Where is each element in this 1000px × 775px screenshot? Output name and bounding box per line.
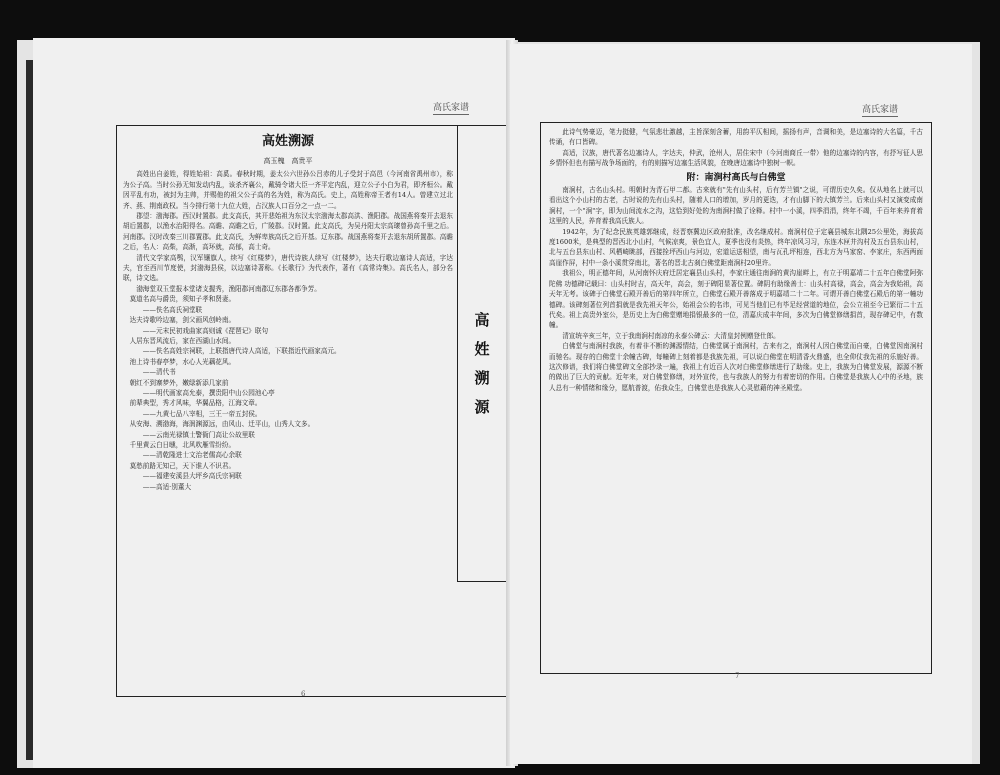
poem-line: 达夫诗歌吟边塞，剑父画风创岭南。 — [129, 316, 236, 325]
poem-attribution: ——云南光禄镇士警衙门高让公故里联 — [142, 430, 255, 439]
poem-attribution: ——佚名高姓宗祠联，上联指唐代诗人高适，下联指近代画家高元。 — [142, 347, 341, 356]
paragraph: 渤海堂双玉堂报本堂诸支握秀，渔阳郡河南郡辽东郡各都争芳。 — [136, 284, 321, 293]
left-column — [123, 130, 453, 690]
right-text-frame — [540, 122, 932, 674]
poem-attribution: ——九黄七品八宰相，三王一帝五封侯。 — [142, 409, 262, 418]
poem-line: 前辈典型，秀才风味，华翼品格，江海文章。 — [129, 399, 262, 408]
article-authors: 高玉槐 高贵平 — [263, 157, 313, 165]
paragraph: 此诗气势豪迈，笔力挺健，气氛悲壮激越，主旨深刻含蓄，用韵平仄相间，摇扬有声，音调和美，是边塞诗的大名篇，千古传诵，有口皆碑。 — [549, 128, 923, 147]
running-head-right: 高氏家谱 — [862, 102, 898, 117]
column-divider — [457, 126, 458, 581]
vertical-title-char: 姓 — [474, 340, 490, 358]
running-head-left: 高氏家谱 — [433, 100, 469, 115]
poem-attribution: ——高适·别董大 — [142, 482, 192, 491]
paragraph: 南涧村，古名山头村。明朝时为青石甲二都。古来就有"先有山头村，后有芳兰镇"之说，可谓历史久矣。仅从地名上就可以看出这个小山村的古老，古时说的先有山头村，随着人口的增加，岁月的更迭，才有山脚下的大镇芳兰。后来山头村又演变成南涧村，一个"涧"字，即为山间流水之沟，这恰到好处的为南涧村做了诠释。村中一小溪，四季涓涓，终年不竭，千百年来养育着这里的人民，养育着我高氏族人。 — [549, 186, 923, 226]
poem-attribution: ——福建安溪县大坪乡高氏宗祠联 — [142, 472, 242, 481]
vertical-title-char: 溯 — [474, 369, 490, 387]
poem-line: 莫愁前路无知己，天下谁人不识君。 — [129, 461, 236, 470]
paragraph: 1942年，为了纪念民族英雄郭继成，经晋察冀边区政府批准，改名继成村。南涧村位于定襄县城东北隅25公里处，海拔高度1600米，是典型的晋西北小山村，气候凉爽，景色宜人，夏季也没有炎热，终年凉风习习，东连木匣井沟村及五台县东山村，北与五台县东山村、风栖崎眺部，西接拴坪西山与河边，宏道运送相望，南与瓦孔坪相连，西北方为马家窑、李家庄，东西两面高崖作屏，村中一条小溪贯穿南北，著名的晋北古刹白佛堂距南涧村20里许。 — [549, 227, 923, 267]
poem-line: 池上诗书春亭梦，水心人光藕花风。 — [129, 357, 236, 366]
left-page — [33, 38, 515, 768]
page-number-right: 7 — [735, 672, 740, 680]
left-text-frame — [116, 125, 508, 697]
poem-list — [123, 294, 453, 492]
right-column — [549, 127, 923, 672]
page-number-left: 6 — [301, 690, 306, 698]
poem-line: 人居东晋风流后，家在西湖山水间。 — [129, 336, 236, 345]
paragraph: 清宣统辛亥三年，立于我南涧村南凉的永泰公碑云：大清皇封例赠登仕郎。 — [562, 331, 780, 340]
sidebar-divider — [457, 581, 507, 582]
poem-line: 朝红不到寨梦外，嫩绿新添几家前 — [129, 378, 229, 387]
poem-attribution: ——清代书 — [142, 368, 176, 377]
paragraph: 高姓出自姜姓，得姓始祖：高奚。春秋时期，姜太公六世孙公吕赤的儿子受封于高邑（今河南省禹州市），称为公子高。当时公孙无知发动内乱，该杀齐襄公，戴骑令诸大臣一齐平定内乱，迎立公子小白为君，即齐桓公。戴因平乱有功，被封为主帅，并赐他的祖父公子高的名为姓，称为高氏。史上，高姓称帝王者有14人。曾建立过北齐、燕、荆南政权。当今排行第十九位大姓，占汉族人口百分之一点一二。 — [123, 170, 453, 210]
poem-line: 从安海、溯渤海，海润渊源远，由风山、迁平山，山秀人文多。 — [129, 420, 315, 429]
poem-line: 千里黄云白日曛，北风吹雁雪纷纷。 — [129, 440, 236, 449]
article-title: 高姓溯源 — [261, 134, 314, 149]
paragraph: 清代文学家高鹗，汉军镶旗人，续写《红楼梦》，唐代诗族人续写《红楼梦》，达夫行歌边塞诗人高适，字达夫，官至西川节度使，封渤海县侯，以边塞诗著称。《长歌行》为代表作，著有《高常诗集》。高氏名人，部分名联，诗文选。 — [123, 253, 453, 283]
paragraph: 我祖公，明正德年间，从河南怀庆府迁居定襄县山头村，李家庄通往南涧的黄沟崖畔上，有立于明嘉靖二十五年白佛堂阿弥陀佛 功德碑记载曰：山头村时吉，高天年，高会，刻于碑阳显著位置。碑阴有助缘善士：山头村高禄，高会，高会为我始祖，高天年无考。该碑于白佛堂石殿开善后的第四年所立，白佛堂石殿开善落成于明嘉靖二十二年。可谓开善白佛堂石殿后的第一幢功德碑。该碑刻著位列首捐就是我先祖天年公，始祖会公的名讳，可见当他们已有毕足经营道的地位，会公立祖至今已繁衍二十五代矣。祖上高贵外室公，是历史上为白佛堂赠地捐银最多的一位，清嘉庆成丰年间，多次为白佛堂修缮捐首，现存碑记中，有数幢。 — [549, 269, 923, 330]
poem-attribution: ——元末民初戏曲家高则诚《琵琶记》联句 — [142, 326, 269, 335]
poem-attribution: ——明代画家高允泰，撰贵阳中山公园池心亭 — [142, 388, 275, 397]
poem-line: 莫道名高与爵贵，须知子孝和贤妻。 — [129, 295, 236, 304]
paragraph: 高适，汉族，唐代著名边塞诗人，字达夫，仲武，沧州人，居住宋中（今河南商丘一带）他的边塞诗的内容，有抒写征人思乡情怀但也有描写战争场面的，有的则描写边塞生活风貌，在晚唐边塞诗中独树一帜。 — [549, 148, 923, 168]
appendix-title: 附：南涧村高氏与白佛堂 — [686, 172, 786, 183]
right-page — [510, 44, 972, 764]
vertical-title-char: 源 — [474, 398, 490, 416]
paragraph: 白佛堂与南涧村我族，有着非不断的渊源情结，白佛堂属于南涧村，古来有之，南涧村人因白佛堂而自豪，白佛堂因南涧村而驰名。现存的白佛堂十余幢古碑，每幢碑上刻着都是我族先祖，可以说白佛堂在明清香火鼎盛，也全仰仗我先祖的乐施好善。这次修谱，我们将白佛堂碑文全部抄录一遍，我祖上有近百人次对白佛堂修缮进行了助缘。史上，我族为白佛堂发展，源源不断的做出了巨大的贡献。近年来，对白佛堂修缮，对外宣传，也与我族人的努力有着密切的作用。白佛堂是我族人心中的圣地，族人总有一种情绪和缘分，愿航普渡，佑我众生，白佛堂也是我族人心灵慰藉的神圣殿堂。 — [549, 342, 923, 392]
vertical-title — [469, 306, 495, 422]
poem-attribution: ——清乾隆进士文治老儒高心余联 — [142, 451, 242, 460]
vertical-title-char: 高 — [474, 311, 490, 329]
poem-attribution: ——佚名高氏祠堂联 — [142, 305, 203, 314]
paragraph: 郡望：渤海郡。西汉时置郡。此支高氏，其开悲始祖为东汉太宗渤海太郡高洪、渔阳郡。战国燕将秦开去退东胡后置郡，以渔水治阳得名。高瞻、高瞻之后，广陵郡。汉时置。此支高氏，为吴丹阳太宗高瓌曾孙高千里之后。河南郡。汉时改秦三川郡置郡。此支高氏，为鲜卑族高氏之后开基。辽东郡。战国燕将秦开去退东胡所置郡。高瞻之后，名人：高柴，高渐，高环就，高郁，高士奇。 — [123, 212, 453, 252]
